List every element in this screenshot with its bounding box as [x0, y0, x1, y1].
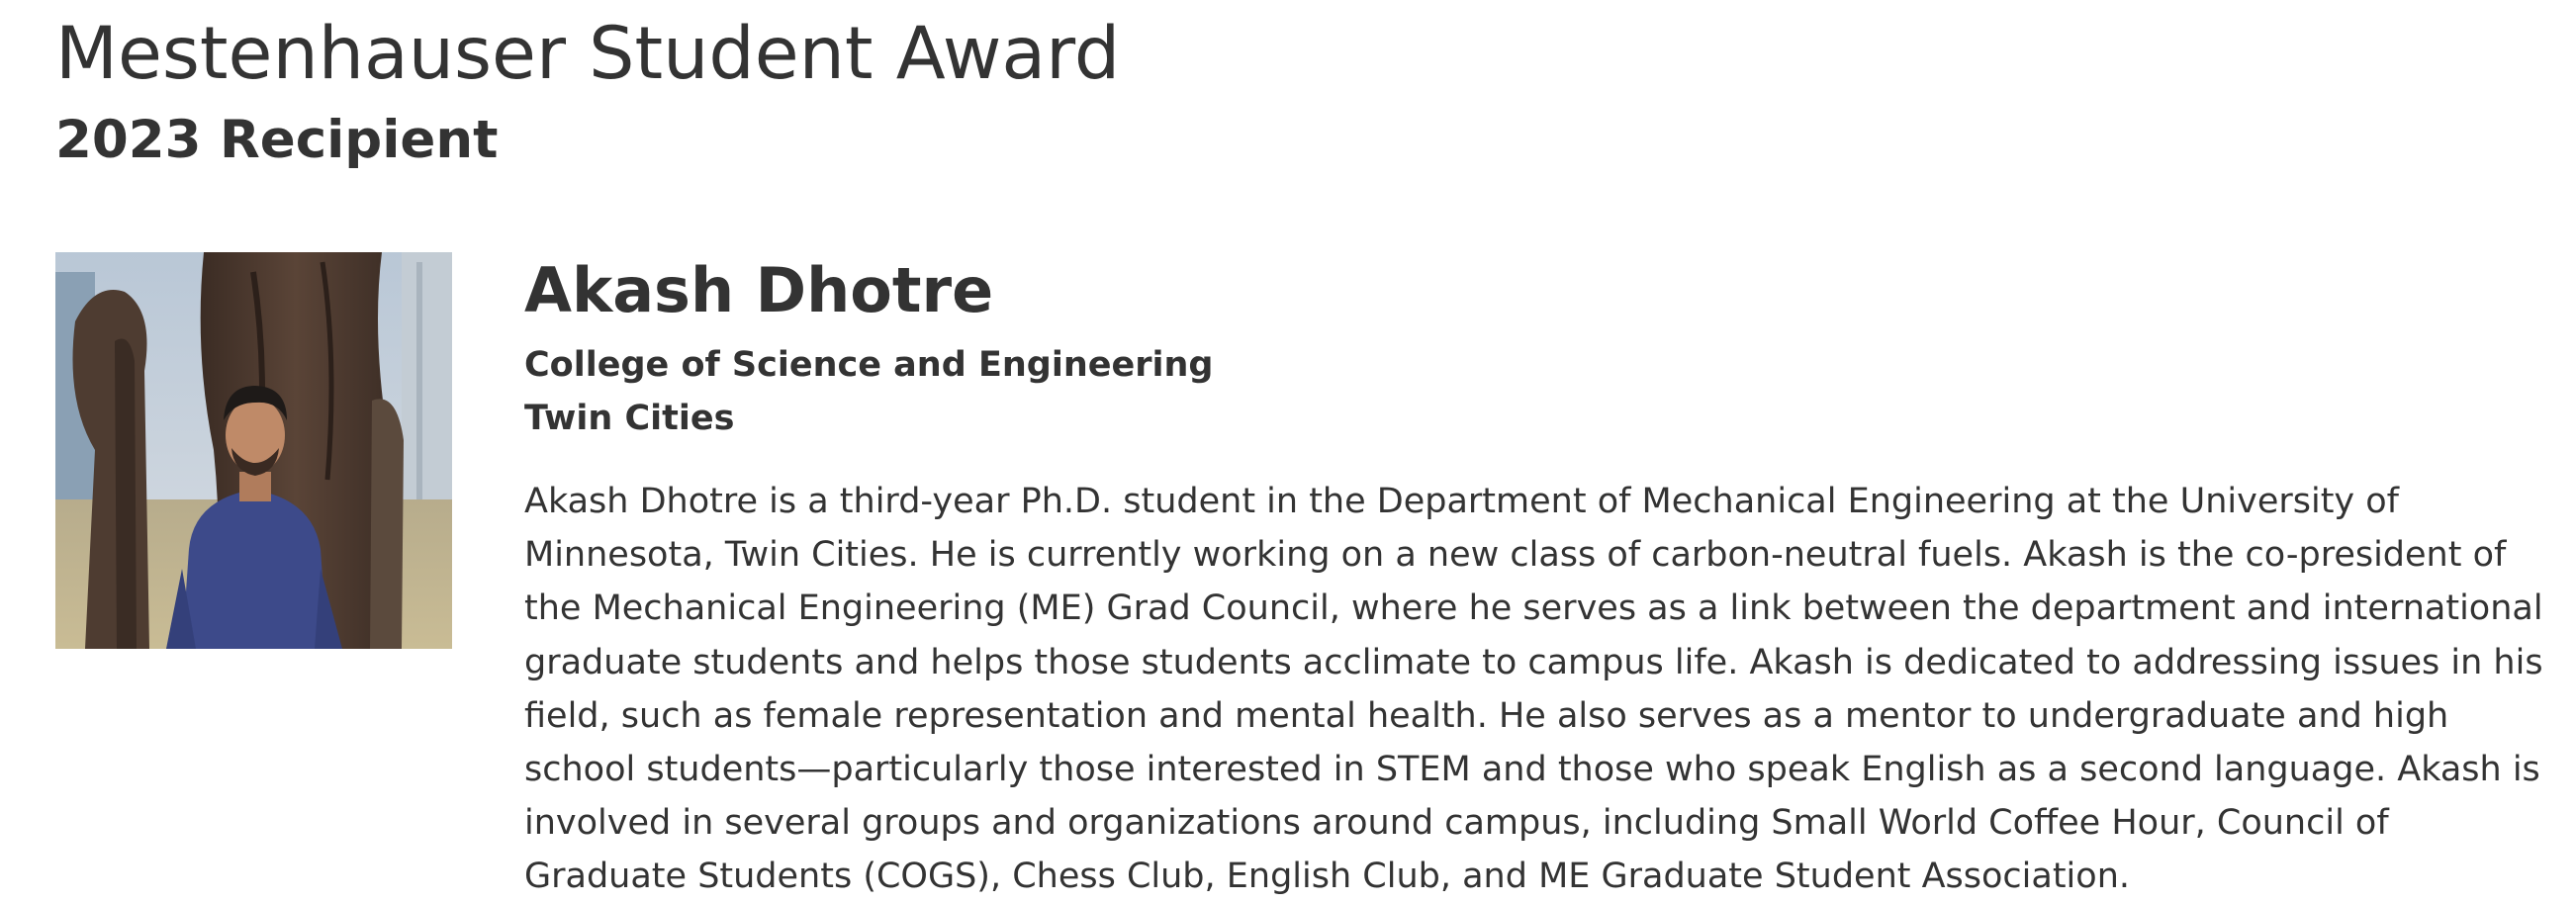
student-portrait-icon — [55, 252, 452, 649]
page-title: Mestenhauser Student Award — [55, 12, 1121, 96]
recipient-name: Akash Dhotre — [524, 254, 994, 326]
page-subtitle: 2023 Recipient — [55, 110, 499, 170]
recipient-college: College of Science and Engineering — [524, 345, 1214, 385]
recipient-campus: Twin Cities — [524, 399, 735, 438]
recipient-profile — [524, 249, 2552, 904]
recipient-bio: Akash Dhotre is a third-year Ph.D. student in the Department of Mechanical Engineering at the University of Minnesota, Twin Cities. He is currently working on a new class of carbon-neutral fuels. Akash is the co-president of the Mechanical Engineering (ME) Grad Council, where he serves as a link between the department and international graduate students and helps those students acclimate to campus life. Akash is dedicated to addressing issues in his field, such as female representation and mental health. He also serves as a mentor to undergraduate and high school students—particularly those interested in STEM and those who speak English as a second language. Akash is involved in several groups and organizations around campus, including Small World Coffee Hour, Council of Graduate Students (COGS), Chess Club, English Club, and ME Graduate Student Association. — [524, 482, 2543, 897]
recipient-photo — [55, 252, 452, 649]
